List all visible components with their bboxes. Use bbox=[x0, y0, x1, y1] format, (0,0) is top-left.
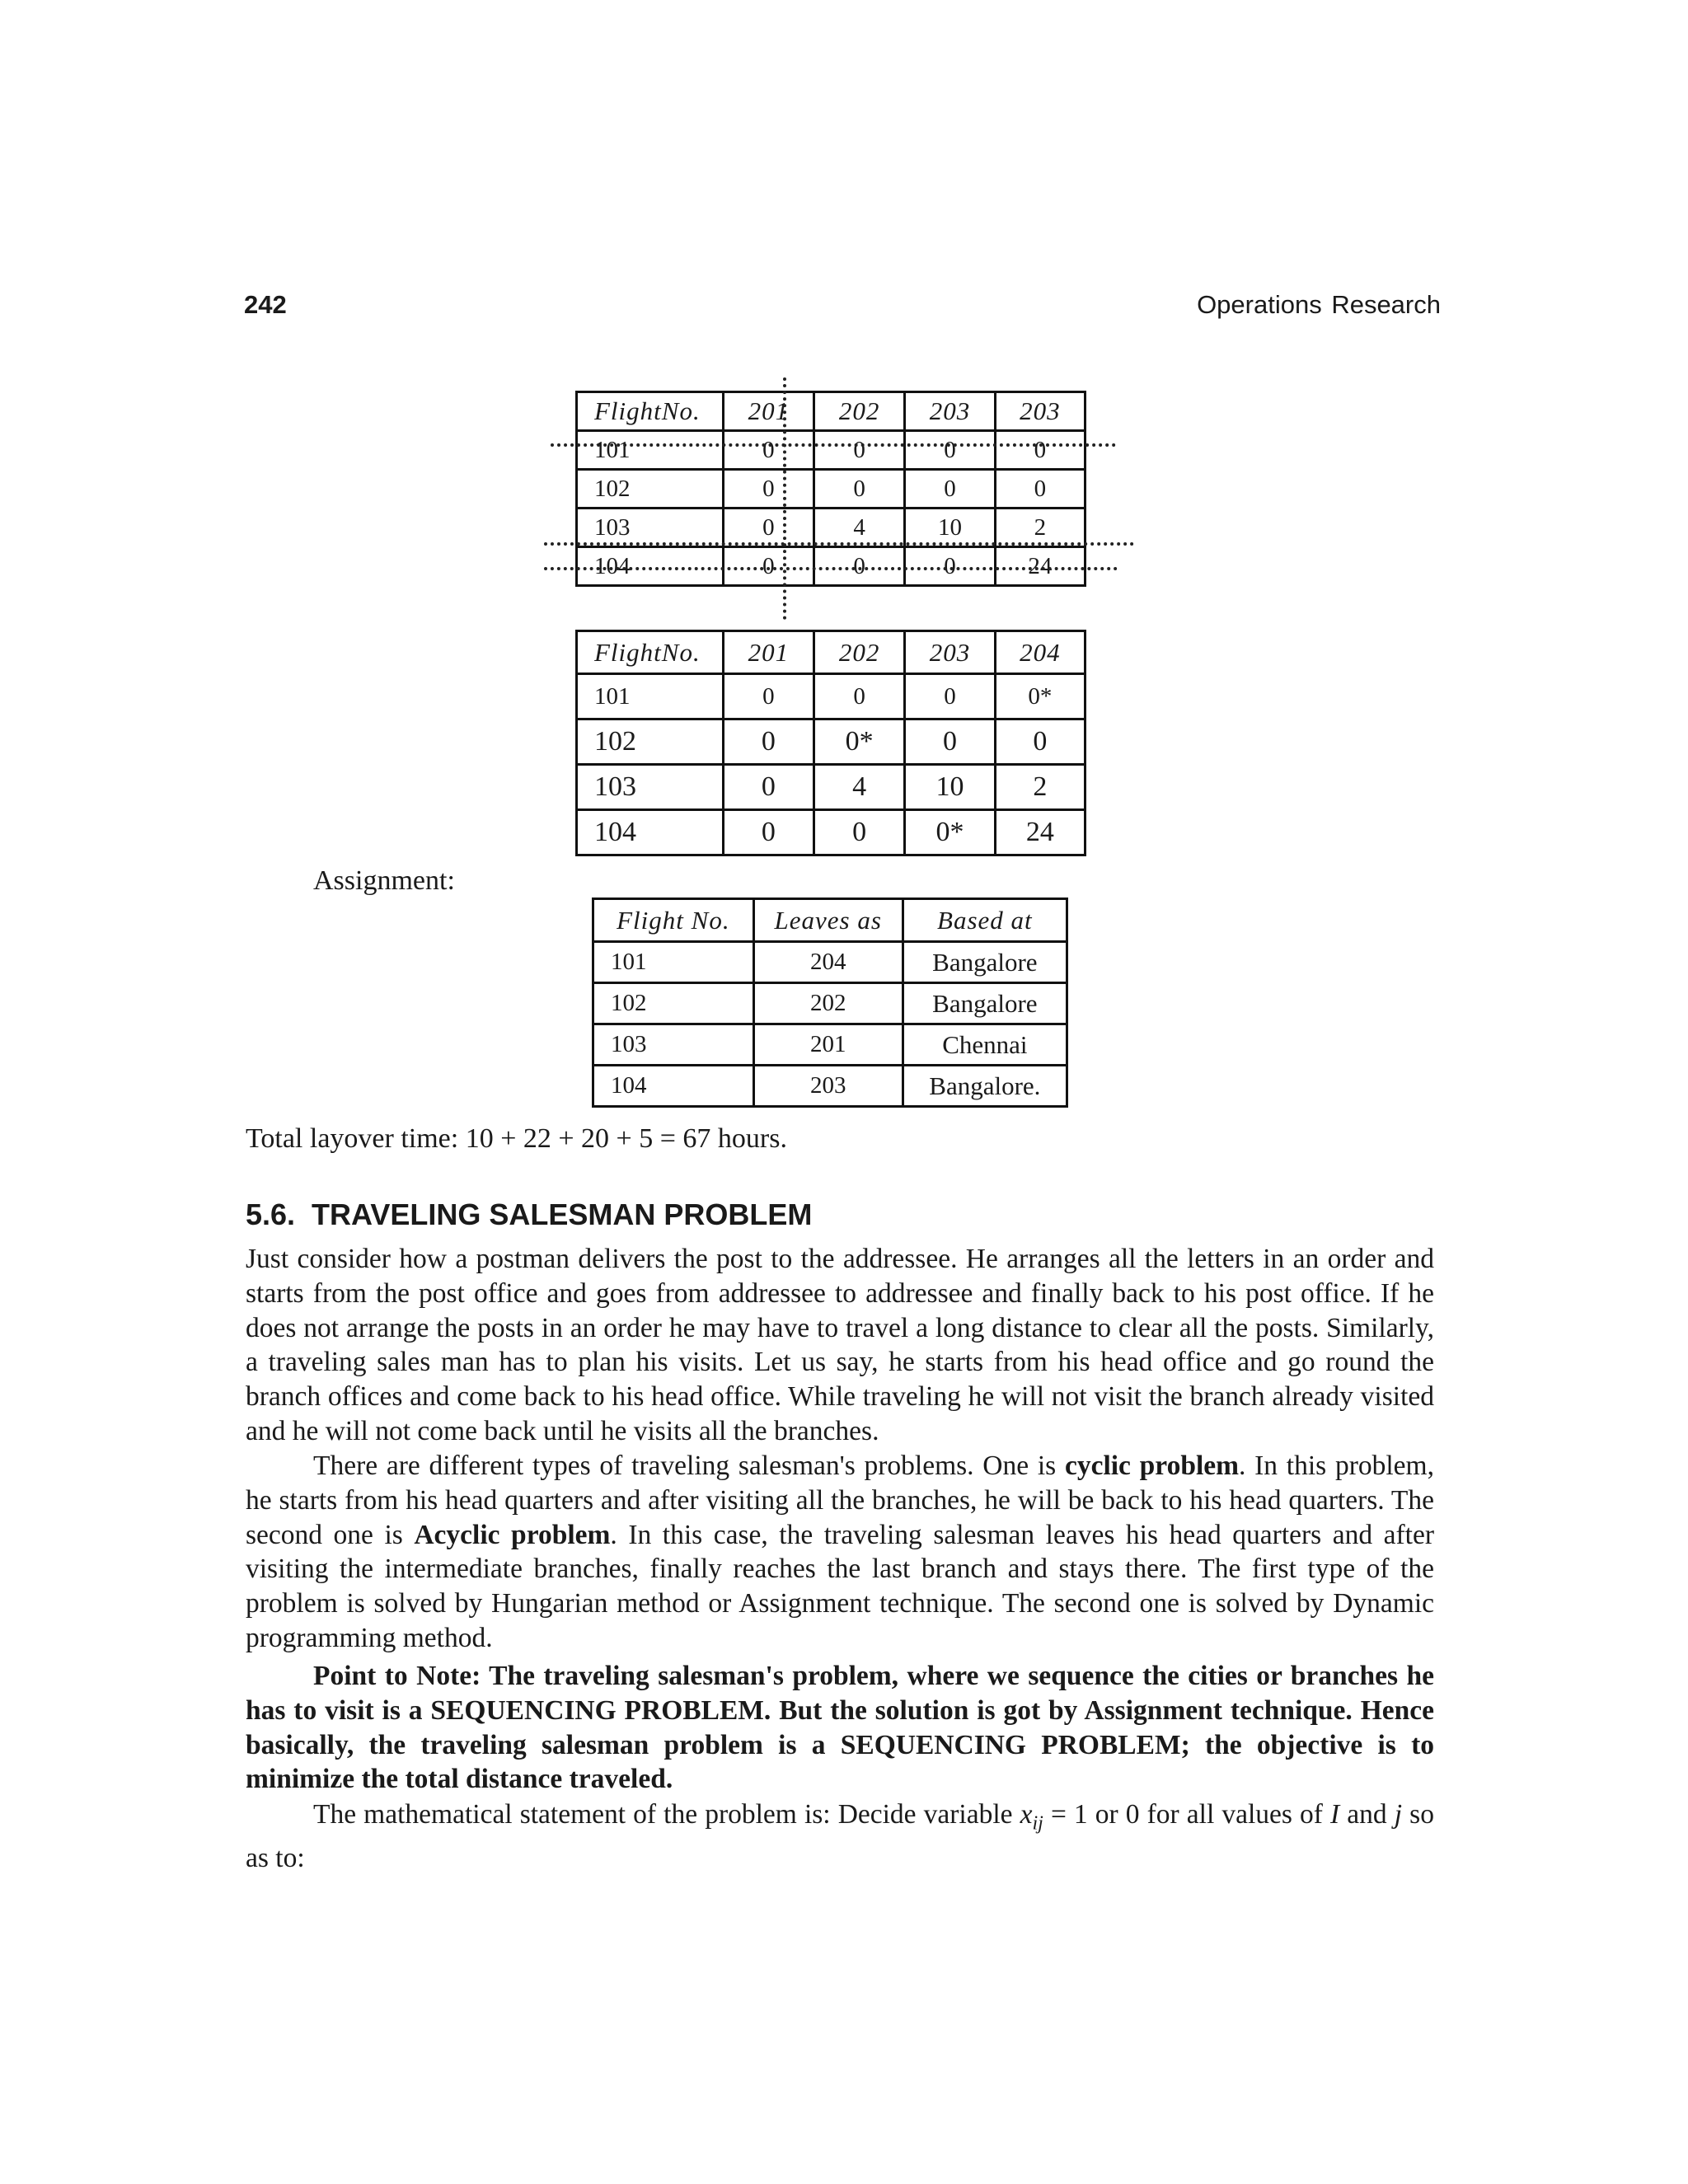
table-cell: 0 bbox=[814, 470, 905, 509]
paragraph-point-to-note bbox=[246, 1659, 1434, 1797]
table-cell: 0 bbox=[814, 431, 905, 470]
table-cell: 0 bbox=[905, 547, 995, 586]
table-header-cell: 202 bbox=[814, 392, 905, 431]
paragraph-text: Point to Note: The traveling salesman's problem, where we sequence the cities or branches he has to visit is a SEQUENCING PROBLEM. But the solution is got by Assignment technique. Hence basically, the traveling salesman problem is a SEQUENCING PROBLEM; the objective is to minimize the total distance traveled. bbox=[246, 1661, 1434, 1795]
table-cell: 0 bbox=[995, 719, 1085, 765]
table-cell: 101 bbox=[577, 674, 724, 719]
table-cell: 0 bbox=[995, 431, 1085, 470]
table-cell: 102 bbox=[577, 719, 724, 765]
table-cell: 0 bbox=[723, 547, 814, 586]
table-cell: 0 bbox=[723, 810, 814, 855]
cost-table-2 bbox=[575, 630, 1086, 856]
table-cell: 0 bbox=[905, 431, 995, 470]
table-row bbox=[577, 719, 1085, 765]
paragraph-math-statement bbox=[246, 1797, 1434, 1876]
table-cell: 103 bbox=[593, 1024, 754, 1066]
table-row bbox=[577, 509, 1085, 547]
paragraph-text: and bbox=[1339, 1799, 1395, 1830]
table-header-cell: 204 bbox=[995, 631, 1085, 674]
variable-x: x bbox=[1020, 1799, 1033, 1830]
table-cell: Bangalore bbox=[903, 983, 1067, 1024]
table-header-row bbox=[577, 631, 1085, 674]
paragraph-text: . In this problem, he starts from his head quarters and after visiting all the branches, he will be back to his head quarters. The second one is bbox=[246, 1451, 1434, 1550]
table-header-cell: FlightNo. bbox=[577, 392, 724, 431]
table-row bbox=[577, 470, 1085, 509]
table-cell: 0 bbox=[905, 674, 995, 719]
total-layover-text: Total layover time: 10 + 22 + 20 + 5 = 67 hours. bbox=[246, 1123, 787, 1154]
paragraph-text: so as to: bbox=[246, 1799, 1434, 1874]
dotted-cover-line-row-101 bbox=[551, 443, 1116, 447]
table-cell: 24 bbox=[995, 810, 1085, 855]
table-cell: 10 bbox=[905, 765, 995, 810]
table-cell: 0 bbox=[905, 719, 995, 765]
table-header-row bbox=[577, 392, 1085, 431]
table-header-cell: Leaves as bbox=[753, 899, 903, 942]
table-cell: Bangalore bbox=[903, 942, 1067, 983]
table-cell: 204 bbox=[753, 942, 903, 983]
table-cell: 104 bbox=[593, 1066, 754, 1107]
variable-j: j bbox=[1394, 1799, 1403, 1830]
table-cell: Chennai bbox=[903, 1024, 1067, 1066]
table-cell: 4 bbox=[814, 509, 905, 547]
table-cell: 24 bbox=[995, 547, 1085, 586]
table-cell: 201 bbox=[753, 1024, 903, 1066]
table-cell: 104 bbox=[577, 547, 724, 586]
table-header-row bbox=[593, 899, 1067, 942]
table-cell: 2 bbox=[995, 765, 1085, 810]
table-row bbox=[577, 431, 1085, 470]
table-cell: 203 bbox=[753, 1066, 903, 1107]
term-cyclic-problem: cyclic problem bbox=[1064, 1451, 1240, 1481]
table-row bbox=[577, 674, 1085, 719]
dotted-cover-line-row-104 bbox=[544, 567, 1118, 570]
table-header-cell: 202 bbox=[814, 631, 905, 674]
table-row bbox=[577, 810, 1085, 855]
table-cell: 0 bbox=[723, 719, 814, 765]
table-cell: 101 bbox=[577, 431, 724, 470]
paragraph-text: = 1 or 0 for all values of bbox=[1043, 1799, 1331, 1830]
dotted-cover-line-row-103 bbox=[544, 542, 1134, 546]
table-cell: 0 bbox=[723, 765, 814, 810]
table-header-cell: 203 bbox=[995, 392, 1085, 431]
table-cell: 2 bbox=[995, 509, 1085, 547]
table-cell: 0* bbox=[814, 719, 905, 765]
table-cell: 102 bbox=[593, 983, 754, 1024]
table-cell: 101 bbox=[593, 942, 754, 983]
table-cell: 103 bbox=[577, 765, 724, 810]
table-header-cell: Based at bbox=[903, 899, 1067, 942]
table-row bbox=[577, 765, 1085, 810]
variable-i: I bbox=[1330, 1799, 1340, 1830]
term-acyclic-problem: Acyclic problem bbox=[414, 1519, 611, 1550]
table-cell: 0 bbox=[723, 431, 814, 470]
running-title: Operations Research bbox=[1197, 290, 1441, 319]
table-cell: 0 bbox=[723, 470, 814, 509]
paragraph-types bbox=[246, 1449, 1434, 1656]
table-cell: 103 bbox=[577, 509, 724, 547]
assignment-table bbox=[592, 898, 1068, 1108]
table-row bbox=[577, 547, 1085, 586]
table-cell: 104 bbox=[577, 810, 724, 855]
table-cell: 102 bbox=[577, 470, 724, 509]
table-header-cell: 203 bbox=[905, 392, 995, 431]
table-cell: Bangalore. bbox=[903, 1066, 1067, 1107]
table-header-cell: 201 bbox=[723, 631, 814, 674]
table-cell: 0* bbox=[905, 810, 995, 855]
table-row bbox=[593, 983, 1067, 1024]
paragraph-text: . In this case, the traveling salesman leaves his head quarters and after visiting the intermediate branches, finally reaches the last branch and stays there. The first type of the problem is solved by Hungarian method or Assignment technique. The second one is solved by Dynamic programming method. bbox=[246, 1519, 1434, 1653]
cost-table-1 bbox=[575, 391, 1086, 587]
variable-subscript: ij bbox=[1032, 1812, 1043, 1835]
paragraph-intro: Just consider how a postman delivers the post to the addressee. He arranges all the letters in an order and starts from the post office and goes from addressee to addressee and finally back to his post office. If he does not arrange the posts in an order he may have to travel a long distance to clear all the posts. Similarly, a traveling sales man has to plan his visits. Let us say, he starts from his head office and go round the branch offices and come back to his head office. While traveling he will not visit the branch already visited and he will not come back until he visits all the branches. bbox=[246, 1244, 1434, 1446]
table-header-cell: 203 bbox=[905, 631, 995, 674]
table-cell: 0 bbox=[814, 547, 905, 586]
table-cell: 0 bbox=[814, 810, 905, 855]
table-cell: 202 bbox=[753, 983, 903, 1024]
assignment-label: Assignment: bbox=[313, 865, 455, 896]
table-row bbox=[593, 1066, 1067, 1107]
table-row bbox=[593, 942, 1067, 983]
page-number: 242 bbox=[244, 290, 287, 319]
table-cell: 0 bbox=[905, 470, 995, 509]
table-cell: 0 bbox=[995, 470, 1085, 509]
dotted-cover-line-col-201 bbox=[783, 377, 786, 620]
table-cell: 0 bbox=[723, 674, 814, 719]
table-cell: 0* bbox=[995, 674, 1085, 719]
section-heading: 5.6. TRAVELING SALESMAN PROBLEM bbox=[246, 1197, 813, 1231]
table-header-cell: 201 bbox=[723, 392, 814, 431]
paragraph-text: There are different types of traveling salesman's problems. One is bbox=[313, 1451, 1065, 1481]
table-header-cell: FlightNo. bbox=[577, 631, 724, 674]
table-cell: 4 bbox=[814, 765, 905, 810]
paragraph-text: The mathematical statement of the problem is: Decide variable bbox=[313, 1799, 1020, 1830]
table-cell: 0 bbox=[723, 509, 814, 547]
table-row bbox=[593, 1024, 1067, 1066]
table-header-cell: Flight No. bbox=[593, 899, 754, 942]
table-cell: 10 bbox=[905, 509, 995, 547]
table-cell: 0 bbox=[814, 674, 905, 719]
